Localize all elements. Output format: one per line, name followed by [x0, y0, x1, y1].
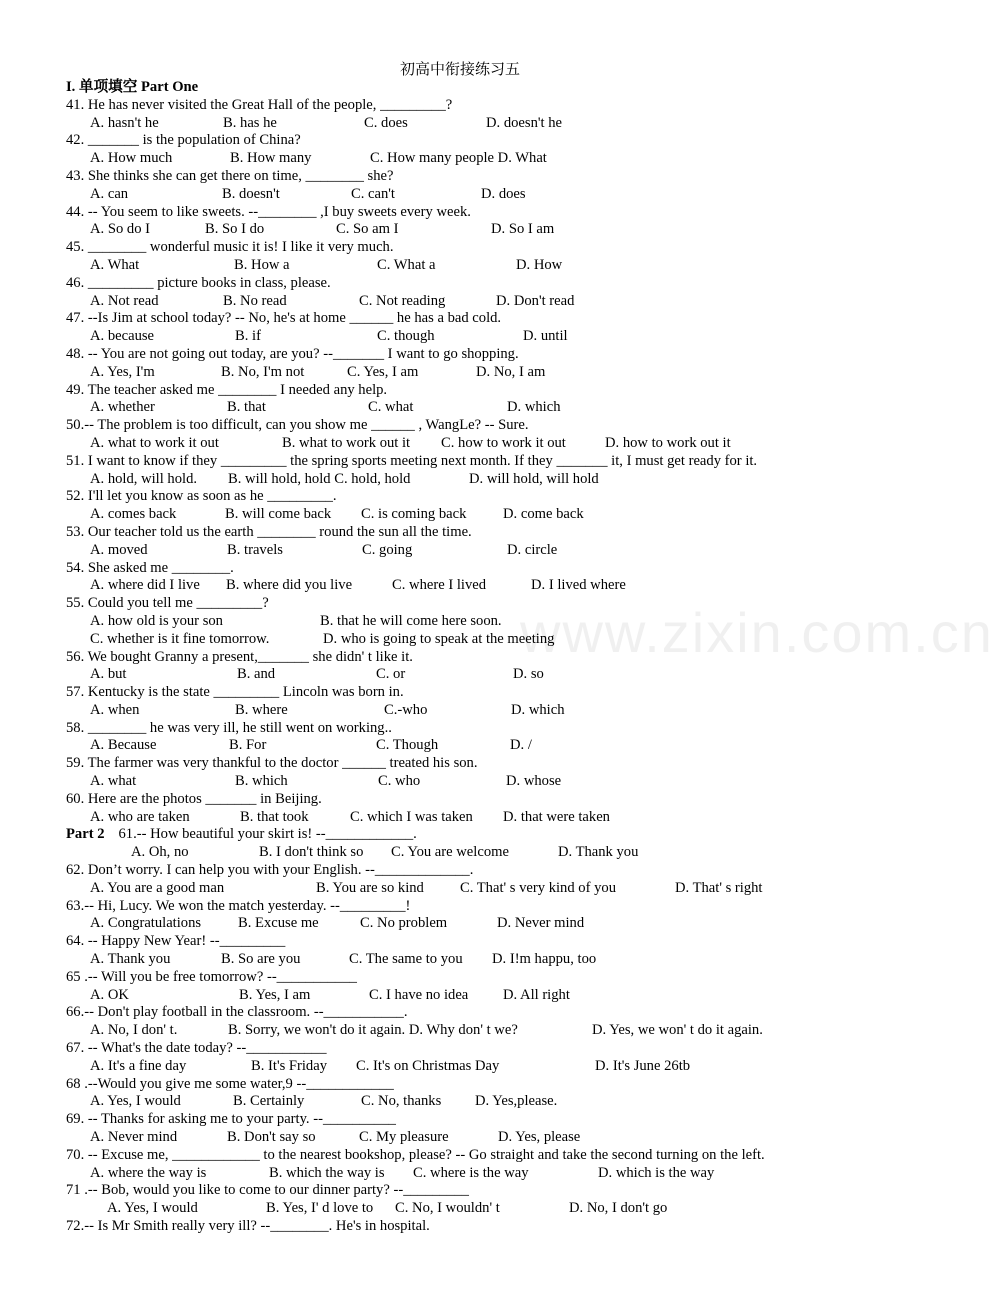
question-text: 67. -- What's the date today? --___________: [66, 1040, 327, 1057]
options-row: [66, 293, 866, 311]
answer-option[interactable]: B. So are you: [221, 951, 301, 968]
options-row: [66, 542, 866, 560]
answer-option[interactable]: A. Thank you: [90, 951, 171, 968]
answer-option[interactable]: B. that took: [240, 808, 309, 825]
answer-option[interactable]: C. or: [376, 666, 406, 683]
options-row: [66, 471, 866, 489]
question-text: 45. ________ wonderful music it is! I like it very much.: [66, 239, 394, 256]
answer-option[interactable]: A. No, I don' t.: [90, 1022, 178, 1039]
answer-option[interactable]: D. whose: [506, 773, 562, 790]
answer-option[interactable]: C. where I lived: [392, 577, 487, 594]
answer-option[interactable]: C. How many people D. What: [370, 150, 547, 167]
answer-option[interactable]: C. No, I wouldn' t: [395, 1200, 500, 1217]
answer-option[interactable]: C. Not reading: [359, 292, 446, 309]
options-row: [66, 702, 866, 720]
answer-option[interactable]: D. which: [511, 701, 565, 718]
answer-option[interactable]: B. which: [235, 773, 288, 790]
answer-option[interactable]: B. if: [235, 328, 261, 345]
options-row: [66, 737, 866, 755]
question-text: 52. I'll let you know as soon as he _________.: [66, 488, 337, 505]
answer-option[interactable]: B. I don't think so: [259, 844, 364, 861]
options-row: [66, 951, 866, 969]
question-text: 54. She asked me ________.: [66, 559, 234, 576]
answer-option[interactable]: A. because: [90, 328, 155, 345]
answer-option[interactable]: B. Sorry, we won't do it again. D. Why don' t we?: [228, 1022, 518, 1039]
options-row: [66, 1165, 866, 1183]
answer-option[interactable]: A. OK: [90, 986, 129, 1003]
answer-option[interactable]: D. It's June 26tb: [595, 1057, 691, 1074]
answer-option[interactable]: D. Never mind: [497, 915, 585, 932]
answer-option[interactable]: D. Don't read: [496, 292, 575, 309]
question-text: 41. He has never visited the Great Hall of the people, _________?: [66, 96, 453, 113]
question-text: 56. We bought Granny a present,_______ she didn' t like it.: [66, 648, 413, 665]
options-row: [66, 221, 866, 239]
question-text: 62. Don’t worry. I can help you with your English. --_____________.: [66, 862, 474, 879]
answer-option[interactable]: A. Never mind: [90, 1129, 178, 1146]
answer-option[interactable]: D. does: [481, 185, 526, 202]
answer-option[interactable]: B. Certainly: [233, 1093, 305, 1110]
answer-option[interactable]: B. Don't say so: [227, 1129, 316, 1146]
answer-option[interactable]: A. Yes, I would: [90, 1093, 181, 1110]
answer-option[interactable]: D. That' s right: [675, 879, 763, 896]
answer-option[interactable]: B. has he: [223, 114, 277, 131]
answer-option[interactable]: D. so: [513, 666, 544, 683]
answer-option[interactable]: C. is coming back: [361, 506, 467, 523]
answer-option[interactable]: D. No, I am: [476, 363, 546, 380]
answer-option[interactable]: C. No, thanks: [361, 1093, 442, 1110]
question-text: 59. The farmer was very thankful to the doctor ______ treated his son.: [66, 755, 478, 772]
answer-option[interactable]: B. and: [237, 666, 276, 683]
question-text: 44. -- You seem to like sweets. --________ ,I buy sweets every week.: [66, 203, 471, 220]
answer-option[interactable]: B. will come back: [225, 506, 332, 523]
options-row: [66, 773, 866, 791]
answer-option[interactable]: C. can't: [351, 185, 395, 202]
answer-option[interactable]: A. where the way is: [90, 1164, 207, 1181]
options-row: [66, 1093, 866, 1111]
answer-option[interactable]: A. What: [90, 256, 140, 273]
answer-option[interactable]: C. how to work it out: [441, 434, 566, 451]
answer-option[interactable]: C. though: [377, 328, 435, 345]
answer-option[interactable]: D. I lived where: [531, 577, 626, 594]
answer-option[interactable]: C. That' s very kind of you: [460, 879, 616, 896]
answer-option[interactable]: D. circle: [507, 541, 558, 558]
answer-option[interactable]: C. which I was taken: [350, 808, 473, 825]
answer-option[interactable]: A. You are a good man: [90, 879, 225, 896]
question-text: 65 .-- Will you be free tomorrow? --___________: [66, 968, 357, 985]
options-row: [66, 257, 866, 275]
answer-option[interactable]: B. No read: [223, 292, 287, 309]
answer-option[interactable]: B. No, I'm not: [221, 363, 305, 380]
answer-option[interactable]: B. How a: [234, 256, 290, 273]
options-row: [66, 577, 866, 595]
options-row: [66, 844, 866, 862]
question-text: [66, 826, 866, 844]
question-text: 70. -- Excuse me, ____________ to the nearest bookshop, please? -- Go straight and take the second turning on the left.: [66, 1146, 765, 1163]
answer-option[interactable]: D. Yes, we won' t do it again.: [592, 1022, 763, 1039]
options-row: [66, 987, 866, 1005]
answer-option[interactable]: C. going: [362, 541, 413, 558]
answer-option[interactable]: D. I!m happu, too: [492, 951, 597, 968]
answer-option[interactable]: B. So I do: [205, 221, 265, 238]
question-text: 50.-- The problem is too difficult, can you show me ______ , WangLe? -- Sure.: [66, 417, 529, 434]
options-row: [66, 506, 866, 524]
answer-option[interactable]: A. what to work it out: [90, 434, 219, 451]
answer-option[interactable]: A. how old is your son: [90, 612, 223, 629]
answer-option[interactable]: B. what to work out it: [282, 434, 411, 451]
answer-option[interactable]: D. who is going to speak at the meeting: [323, 630, 555, 647]
answer-option[interactable]: A. hasn't he: [90, 114, 159, 131]
answer-option[interactable]: A. comes back: [90, 506, 177, 523]
question-text: 64. -- Happy New Year! --_________: [66, 933, 286, 950]
answer-option[interactable]: B. How many: [230, 150, 312, 167]
question-text: 69. -- Thanks for asking me to your party. --__________: [66, 1111, 396, 1128]
answer-option[interactable]: B. You are so kind: [316, 879, 424, 896]
options-row: [66, 1200, 866, 1218]
question-text: 46. _________ picture books in class, please.: [66, 274, 331, 291]
answer-option[interactable]: D. will hold, will hold: [469, 470, 599, 487]
options-row: [66, 613, 866, 631]
question-text: 53. Our teacher told us the earth ________ round the sun all the time.: [66, 523, 472, 540]
answer-option[interactable]: C. what: [368, 399, 414, 416]
question-text: 72.-- Is Mr Smith really very ill? --________. He's in hospital.: [66, 1218, 430, 1234]
answer-option[interactable]: A. whether: [90, 399, 155, 416]
question-text: 66.-- Don't play football in the classroom. --___________.: [66, 1004, 408, 1021]
answer-option[interactable]: A. So do I: [90, 221, 150, 238]
answer-option[interactable]: A. who are taken: [90, 808, 190, 825]
answer-option[interactable]: A. How much: [90, 150, 173, 167]
answer-option[interactable]: C. So am I: [336, 221, 399, 238]
part-label: Part 2: [66, 826, 105, 843]
answer-option[interactable]: B. that: [227, 399, 266, 416]
answer-option[interactable]: A. what: [90, 773, 137, 790]
question-text: 61.-- How beautiful your skirt is! --____________.: [118, 826, 417, 843]
answer-option[interactable]: B. It's Friday: [251, 1057, 328, 1074]
answer-option[interactable]: B. where: [235, 701, 288, 718]
answer-option[interactable]: C. My pleasure: [359, 1129, 449, 1146]
answer-option[interactable]: D. that were taken: [503, 808, 610, 825]
question-text: 48. -- You are not going out today, are you? --_______ I want to go shopping.: [66, 345, 519, 362]
answer-option[interactable]: A. when: [90, 701, 140, 718]
question-text: 42. _______ is the population of China?: [66, 132, 301, 149]
answer-option[interactable]: A. Oh, no: [131, 844, 189, 861]
answer-option[interactable]: C. I have no idea: [369, 986, 469, 1003]
answer-option[interactable]: B. doesn't: [222, 185, 280, 202]
options-row: [66, 666, 866, 684]
options-row: [66, 809, 866, 827]
answer-option[interactable]: B. Excuse me: [238, 915, 319, 932]
answer-option[interactable]: D. Yes, please: [498, 1129, 581, 1146]
answer-option[interactable]: A. can: [90, 185, 129, 202]
question-text: 60. Here are the photos _______ in Beijing.: [66, 790, 322, 807]
answer-option[interactable]: D. how to work out it: [605, 434, 731, 451]
question-text: 47. --Is Jim at school today? -- No, he's at home ______ he has a bad cold.: [66, 310, 502, 327]
options-row: [66, 399, 866, 417]
answer-option[interactable]: D. which is the way: [598, 1164, 715, 1181]
answer-option[interactable]: A. Because: [90, 737, 157, 754]
answer-option[interactable]: A. where did I live: [90, 577, 200, 594]
options-row: [66, 115, 866, 133]
options-row: [66, 150, 866, 168]
question-text: 55. Could you tell me _________?: [66, 595, 269, 612]
answer-option[interactable]: C. where is the way: [413, 1164, 529, 1181]
options-row: [66, 880, 866, 898]
options-row: [66, 328, 866, 346]
answer-option[interactable]: C.-who: [384, 701, 428, 718]
answer-option[interactable]: D. No, I don't go: [569, 1200, 668, 1217]
answer-option[interactable]: C. You are welcome: [391, 844, 509, 861]
answer-option[interactable]: D. doesn't he: [486, 114, 562, 131]
section-heading: I. 单项填空 Part One: [66, 79, 199, 95]
answer-option[interactable]: D. Yes,please.: [475, 1093, 558, 1110]
answer-option[interactable]: C. No problem: [360, 915, 448, 932]
options-row: [66, 1022, 866, 1040]
question-list: [66, 79, 866, 1236]
answer-option[interactable]: D. Thank you: [558, 844, 639, 861]
answer-option[interactable]: D. which: [507, 399, 561, 416]
answer-option[interactable]: A. Yes, I'm: [90, 363, 155, 380]
answer-option[interactable]: D. How: [516, 256, 563, 273]
options-row: [66, 631, 866, 649]
answer-option[interactable]: A. It's a fine day: [90, 1057, 187, 1074]
answer-option[interactable]: B. For: [229, 737, 267, 754]
options-row: [66, 435, 866, 453]
answer-option[interactable]: A. but: [90, 666, 127, 683]
options-row: [66, 1129, 866, 1147]
answer-option[interactable]: B. Yes, I am: [239, 986, 311, 1003]
answer-option[interactable]: C. It's on Christmas Day: [356, 1057, 500, 1074]
answer-option[interactable]: A. moved: [90, 541, 148, 558]
options-row: [66, 186, 866, 204]
options-row: [66, 364, 866, 382]
answer-option[interactable]: B. where did you live: [226, 577, 353, 594]
answer-option[interactable]: C. does: [364, 114, 408, 131]
answer-option[interactable]: C. What a: [377, 256, 436, 273]
answer-option[interactable]: B. will hold, hold C. hold, hold: [228, 470, 411, 487]
answer-option[interactable]: C. Yes, I am: [347, 363, 419, 380]
question-text: 63.-- Hi, Lucy. We won the match yesterday. --_________!: [66, 897, 411, 914]
answer-option[interactable]: A. Yes, I would: [107, 1200, 198, 1217]
watermark: www.zixin.com.cn: [520, 601, 994, 664]
answer-option[interactable]: D. come back: [503, 506, 584, 523]
answer-option[interactable]: A. hold, will hold.: [90, 470, 198, 487]
question-text: 51. I want to know if they _________ the spring sports meeting next month. If they _______ it, I must get ready for it.: [66, 452, 758, 469]
answer-option[interactable]: D. /: [510, 737, 532, 754]
question-text: 68 .--Would you give me some water,9 --____________: [66, 1075, 394, 1092]
answer-option[interactable]: B. Yes, I' d love to: [266, 1200, 374, 1217]
answer-option[interactable]: C. who: [378, 773, 421, 790]
answer-option[interactable]: B. that he will come here soon.: [320, 612, 502, 629]
answer-option[interactable]: C. The same to you: [349, 951, 463, 968]
page-title: 初高中衔接练习五: [399, 62, 520, 78]
answer-option[interactable]: C. Though: [376, 737, 439, 754]
question-text: 58. ________ he was very ill, he still went on working..: [66, 719, 392, 736]
question-text: 43. She thinks she can get there on time, ________ she?: [66, 167, 394, 184]
question-text: 57. Kentucky is the state _________ Lincoln was born in.: [66, 684, 404, 701]
question-text: 71 .-- Bob, would you like to come to our dinner party? --_________: [66, 1182, 469, 1199]
answer-option[interactable]: D. until: [523, 328, 568, 345]
answer-option[interactable]: A. Congratulations: [90, 915, 202, 932]
answer-option[interactable]: D. All right: [503, 986, 570, 1003]
answer-option[interactable]: D. So I am: [491, 221, 555, 238]
question-text: 49. The teacher asked me ________ I needed any help.: [66, 381, 388, 398]
answer-option[interactable]: C. whether is it fine tomorrow.: [90, 630, 270, 647]
options-row: [66, 1058, 866, 1076]
answer-option[interactable]: A. Not read: [90, 292, 159, 309]
answer-option[interactable]: B. which the way is: [269, 1164, 385, 1181]
options-row: [66, 915, 866, 933]
answer-option[interactable]: B. travels: [227, 541, 283, 558]
